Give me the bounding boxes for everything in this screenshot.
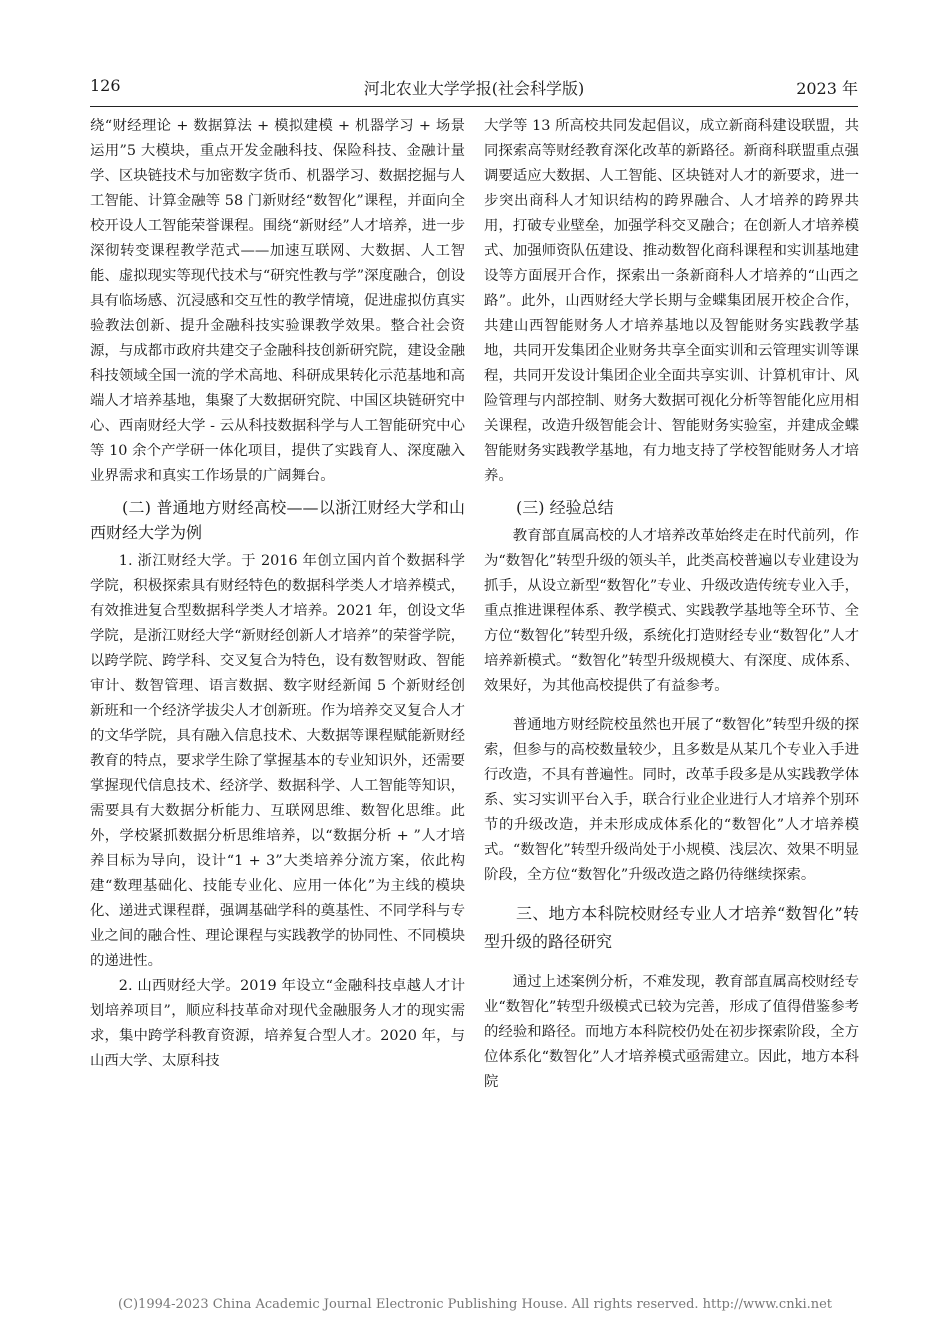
page-header bbox=[90, 66, 858, 110]
copyright-footer: (C)1994-2023 China Academic Journal Electronic Publishing House. All rights reserved. http://www.cnki.net bbox=[117, 1297, 833, 1312]
right-column bbox=[484, 114, 859, 1095]
paragraph-sxufe: 2. 山西财经大学。2019 年设立“金融科技卓越人才计划培养项目”，顺应科技革命对现代金融服务人才的现实需求，集中跨学科教育资源，培养复合型人才。2020 年，与山西大学、太原科技 bbox=[90, 978, 465, 1069]
paragraph-summary-1: 教育部直属高校的人才培养改革始终走在时代前列，作为“数智化”转型升级的领头羊，此类高校普遍以专业建设为抓手，从设立新型“数智化”专业、升级改造传统专业入手，重点推进课程体系、教学模式、实践教学基地等全环节、全方位“数智化”转型升级，系统化打造财经专业“数智化”人才培养新模式。“数智化”转型升级规模大、有深度、成体系、效果好，为其他高校提供了有益参考。 bbox=[484, 528, 859, 694]
paragraph-intro: 绕“财经理论 + 数据算法 + 模拟建模 + 机器学习 + 场景运用”5 大模块，重点开发金融科技、保险科技、金融计量学、区块链技术与加密数字货币、机器学习、数据挖掘与人工智能、计算金融等 58 门新财经“数智化”课程，并面向全校开设人工智能荣誉课程。围绕“新财经”人才培养，进一步深彻转变课程教学范式——加速互联网、大数据、人工智能、虚拟现实等现代技术与“研究性教与学”深度融合，创设具有临场感、沉浸感和交互性的教学情境，促进虚拟仿真实验教法创新、提升金融科技实验课教学效果。整合社会资源，与成都市政府共建交子金融科技创新研究院，建设金融科技领域全国一流的学术高地、科研成果转化示范基地和高端人才培养基地，集聚了大数据研究院、中国区块链研究中心、西南财经大学 - 云从科技数据科学与人工智能研究中心等 10 余个产学研一体化项目，提供了实践育人、深度融入业界需求和真实工作场景的广阔舞台。 bbox=[90, 118, 465, 484]
section-3-title: 三、地方本科院校财经专业人才培养“数智化”转型升级的路径研究 bbox=[484, 904, 859, 951]
paragraph-summary-2: 普通地方财经院校虽然也开展了“数智化”转型升级的探索，但参与的高校数量较少，且多数是从某几个专业入手进行改造，不具有普遍性。同时，改革手段多是从实践教学体系、实习实训平台入手，联合行业企业进行人才培养个别环节的升级改造，并未形成成体系化的“数智化”人才培养模式。“数智化”转型升级尚处于小规模、浅层次、效果不明显阶段，全方位“数智化”升级改造之路仍待继续探索。 bbox=[484, 717, 859, 883]
paragraph-section-3: 通过上述案例分析，不难发现，教育部直属高校财经专业“数智化”转型升级模式已较为完善，形成了值得借鉴参考的经验和路径。而地方本科院校仍处在初步探索阶段，全方位体系化“数智化”人才培养模式亟需建立。因此，地方本科院 bbox=[484, 974, 859, 1090]
subheading-3: (三) 经验总结 bbox=[516, 498, 614, 517]
page-number: 126 bbox=[90, 76, 121, 95]
paragraph-continued: 大学等 13 所高校共同发起倡议，成立新商科建设联盟，共同探索高等财经教育深化改革的新路径。新商科联盟重点强调要适应大数据、人工智能、区块链对人才的新要求，进一步突出商科人才知识结构的跨界融合、人才培养的跨界共用，打破专业壁垒，加强学科交叉融合；在创新人才培养模式、加强师资队伍建设、推动数智化商科课程和实训基地建设等方面展开合作，探索出一条新商科人才培养的“山西之路”。此外，山西财经大学长期与金蝶集团展开校企合作，共建山西智能财务人才培养基地以及智能财务实践教学基地，共同开发集团企业财务共享全面实训和云管理实训等课程，共同开发设计集团企业全面共享实训、计算机审计、风险管理与内部控制、财务大数据可视化分析等智能化应用相关课程，改造升级智能会计、智能财务实验室，并建成金蝶智能财务实践教学基地，有力地支持了学校智能财务人才培养。 bbox=[484, 118, 859, 484]
subheading-2: (二) 普通地方财经高校——以浙江财经大学和山西财经大学为例 bbox=[90, 498, 465, 542]
journal-year: 2023 年 bbox=[796, 79, 858, 98]
journal-title: 河北农业大学学报(社会科学版) bbox=[363, 79, 585, 98]
header-rule bbox=[90, 106, 858, 107]
left-column bbox=[90, 114, 465, 1074]
paragraph-zufe: 1. 浙江财经大学。于 2016 年创立国内首个数据科学学院，积极探索具有财经特色的数据科学类人才培养模式，有效推进复合型数据科学类人才培养。2021 年，创设文华学院，是浙江财经大学“新财经创新人才培养”的荣誉学院，以跨学院、跨学科、交叉复合为特色，设有数智财政、智能审计、数智管理、语言数据、数字财经新闻 5 个新财经创新班和一个经济学拔尖人才创新班。作为培养交叉复合人才的文华学院，具有融入信息技术、大数据等课程赋能新财经教育的特点，要求学生除了掌握基本的专业知识外，还需要掌握现代信息技术、经济学、数据科学、人工智能等知识，需要具有大数据分析能力、互联网思维、数智化思维。此外，学校紧抓数据分析思维培养，以“数据分析 + ”人才培养目标为导向，设计“1 + 3”大类培养分流方案，依此构建“数理基础化、技能专业化、应用一体化”为主线的模块化、递进式课程群，强调基础学科的奠基性、不同学科与专业之间的融合性、理论课程与实践教学的协同性、不同模块的递进性。 bbox=[90, 553, 465, 969]
